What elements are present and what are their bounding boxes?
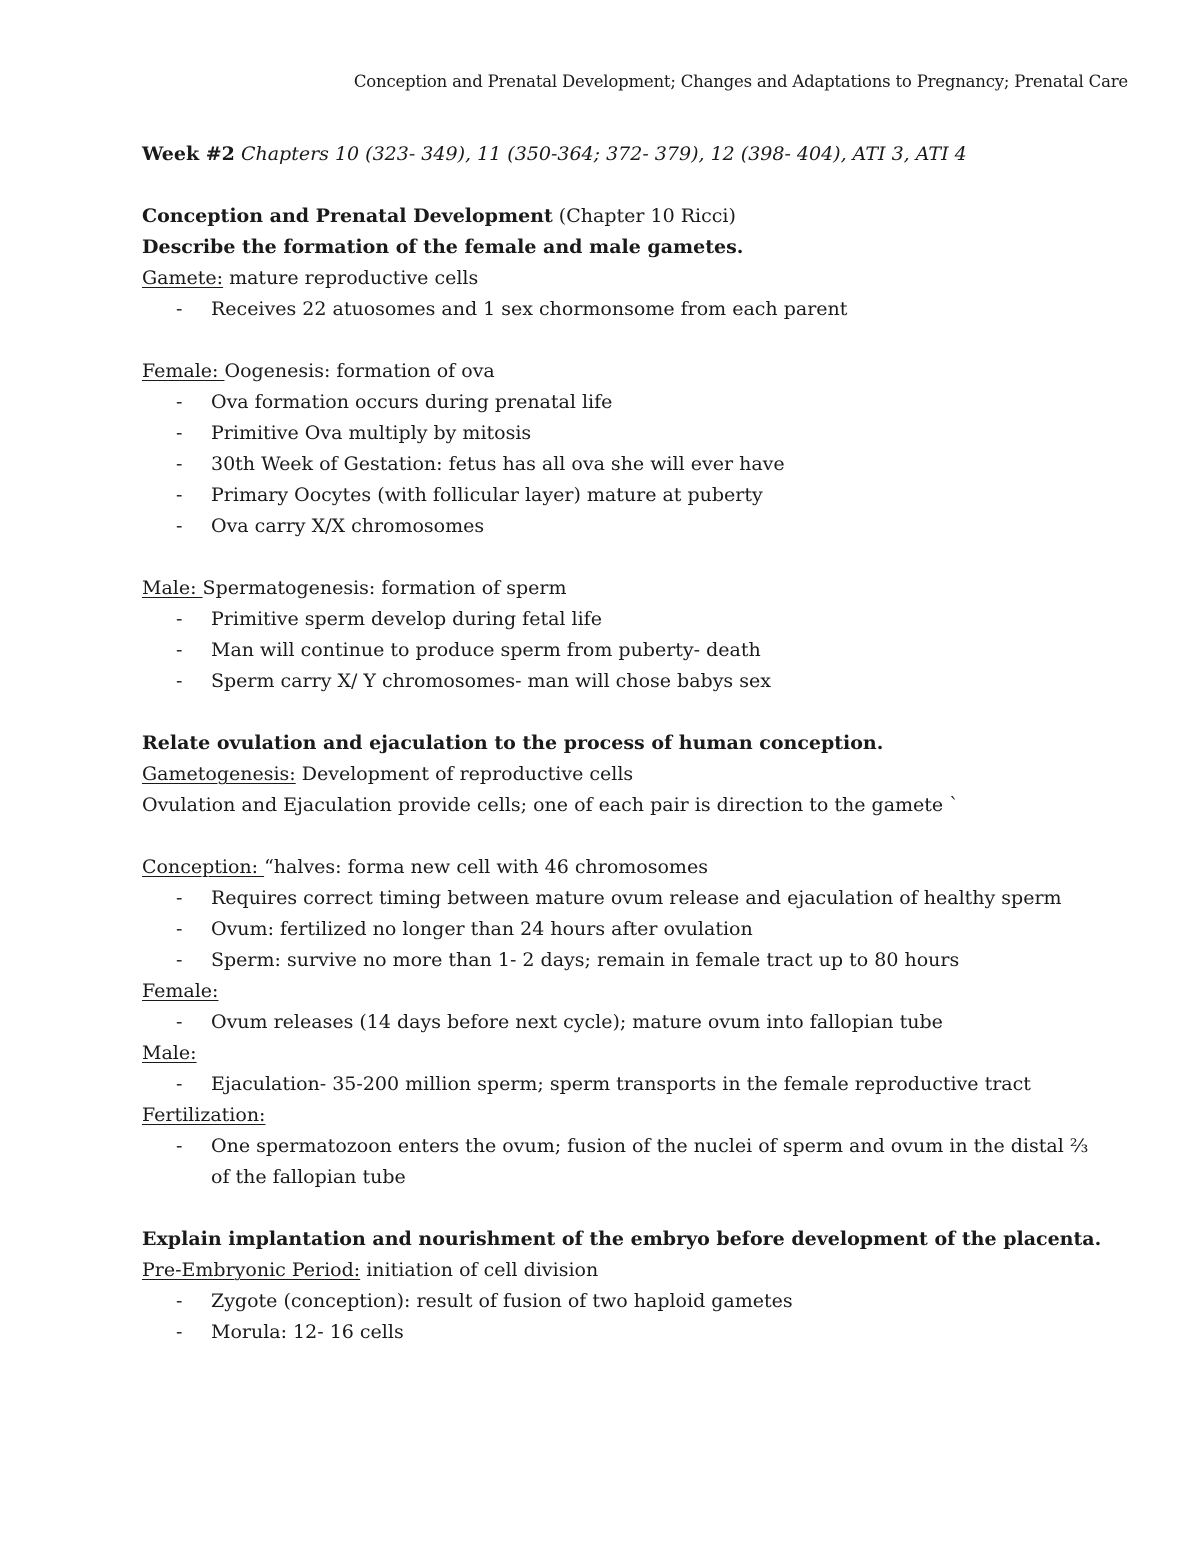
section-heading [142, 201, 1102, 232]
week-line [142, 139, 1102, 170]
objective-heading: Relate ovulation and ejaculation to the process of human conception. [142, 732, 884, 754]
term: Conception: [142, 856, 265, 878]
section-title-note: (Chapter 10 Ricci) [552, 205, 736, 227]
bullet-marker: - [176, 639, 183, 661]
bullet-marker: - [176, 1290, 183, 1312]
definition-line [142, 852, 1102, 883]
list-item-text: Sperm: survive no more than 1- 2 days; remain in female tract up to 80 hours [211, 949, 960, 971]
list-item-text: Primitive sperm develop during fetal life [211, 608, 602, 630]
list-item-text: Ova formation occurs during prenatal life [211, 391, 613, 413]
bullet-marker: - [176, 1011, 183, 1033]
list-item-text: Ejaculation- 35-200 million sperm; sperm transports in the female reproductive tract [211, 1073, 1031, 1095]
definition: Spermatogenesis: formation of sperm [202, 577, 567, 599]
list-item-text: Man will continue to produce sperm from puberty- death [211, 639, 761, 661]
list-item-text: Ovum releases (14 days before next cycle); mature ovum into fallopian tube [211, 1011, 943, 1033]
bullet-marker: - [176, 422, 183, 444]
list-item [142, 1069, 1102, 1100]
list-item-text: 30th Week of Gestation: fetus has all ova she will ever have [211, 453, 785, 475]
definition-line [142, 573, 1102, 604]
list-item [142, 1286, 1102, 1317]
bullet-marker: - [176, 298, 183, 320]
list-item-text: Sperm carry X/ Y chromosomes- man will chose babys sex [211, 670, 771, 692]
list-item [142, 945, 1102, 976]
list-item-text: Requires correct timing between mature ovum release and ejaculation of healthy sperm [211, 887, 1062, 909]
list-item [142, 511, 1102, 542]
list-item-text: Receives 22 atuosomes and 1 sex chormonsome from each parent [211, 298, 848, 320]
term: Fertilization: [142, 1104, 266, 1126]
list-item [142, 666, 1102, 697]
bullet-marker: - [176, 670, 183, 692]
week-chapters: Chapters 10 (323- 349), 11 (350-364; 372- 379), 12 (398- 404), ATI 3, ATI 4 [240, 143, 967, 165]
bullet-marker: - [176, 1321, 183, 1343]
list-item [142, 914, 1102, 945]
term: Male: [142, 577, 203, 599]
list-item [142, 635, 1102, 666]
objective-heading: Explain implantation and nourishment of the embryo before development of the placenta. [142, 1228, 1102, 1250]
definition: Development of reproductive cells [295, 763, 634, 785]
bullet-marker: - [176, 453, 183, 475]
list-item [142, 883, 1102, 914]
bullet-marker: - [176, 391, 183, 413]
definition-line [142, 356, 1102, 387]
list-item-text: Ovum: fertilized no longer than 24 hours after ovulation [211, 918, 753, 940]
list-item [142, 480, 1102, 511]
term: Male: [142, 1042, 197, 1064]
list-item [142, 387, 1102, 418]
definition: initiation of cell division [360, 1259, 599, 1281]
list-item [142, 294, 1102, 325]
notes-body [142, 139, 1102, 1348]
term: Female: [142, 360, 225, 382]
bullet-marker: - [176, 918, 183, 940]
objective-heading: Describe the formation of the female and male gametes. [142, 236, 744, 258]
list-item [142, 604, 1102, 635]
bullet-marker: - [176, 1135, 183, 1157]
list-item-text: Primitive Ova multiply by mitosis [211, 422, 532, 444]
list-item [142, 1131, 1102, 1193]
definition-line [142, 759, 1102, 790]
definition: Oogenesis: formation of ova [224, 360, 495, 382]
term: Gamete: [142, 267, 224, 289]
bullet-marker: - [176, 484, 183, 506]
section-title: Conception and Prenatal Development [142, 205, 553, 227]
list-item-text: Primary Oocytes (with follicular layer) mature at puberty [211, 484, 763, 506]
term: Pre-Embryonic Period: [142, 1259, 361, 1281]
bullet-marker: - [176, 949, 183, 971]
bullet-marker: - [176, 887, 183, 909]
definition: “halves: forma new cell with 46 chromosomes [264, 856, 708, 878]
list-item [142, 1007, 1102, 1038]
running-header: Conception and Prenatal Development; Changes and Adaptations to Pregnancy; Prenatal Care [353, 72, 1128, 91]
list-item [142, 418, 1102, 449]
list-item [142, 449, 1102, 480]
list-item-text: Zygote (conception): result of fusion of two haploid gametes [211, 1290, 793, 1312]
definition-line [142, 263, 1102, 294]
definition: mature reproductive cells [223, 267, 479, 289]
bullet-marker: - [176, 515, 183, 537]
definition-line [142, 1255, 1102, 1286]
list-item-text: One spermatozoon enters the ovum; fusion of the nuclei of sperm and ovum in the distal ⅔ of the fallopian tube [211, 1135, 1089, 1188]
term: Female: [142, 980, 219, 1002]
week-label: Week #2 [142, 143, 235, 165]
list-item [142, 1317, 1102, 1348]
list-item-text: Morula: 12- 16 cells [211, 1321, 404, 1343]
bullet-marker: - [176, 1073, 183, 1095]
bullet-marker: - [176, 608, 183, 630]
paragraph-line: Ovulation and Ejaculation provide cells; one of each pair is direction to the gamete ` [142, 794, 959, 816]
term: Gametogenesis: [142, 763, 296, 785]
list-item-text: Ova carry X/X chromosomes [211, 515, 485, 537]
